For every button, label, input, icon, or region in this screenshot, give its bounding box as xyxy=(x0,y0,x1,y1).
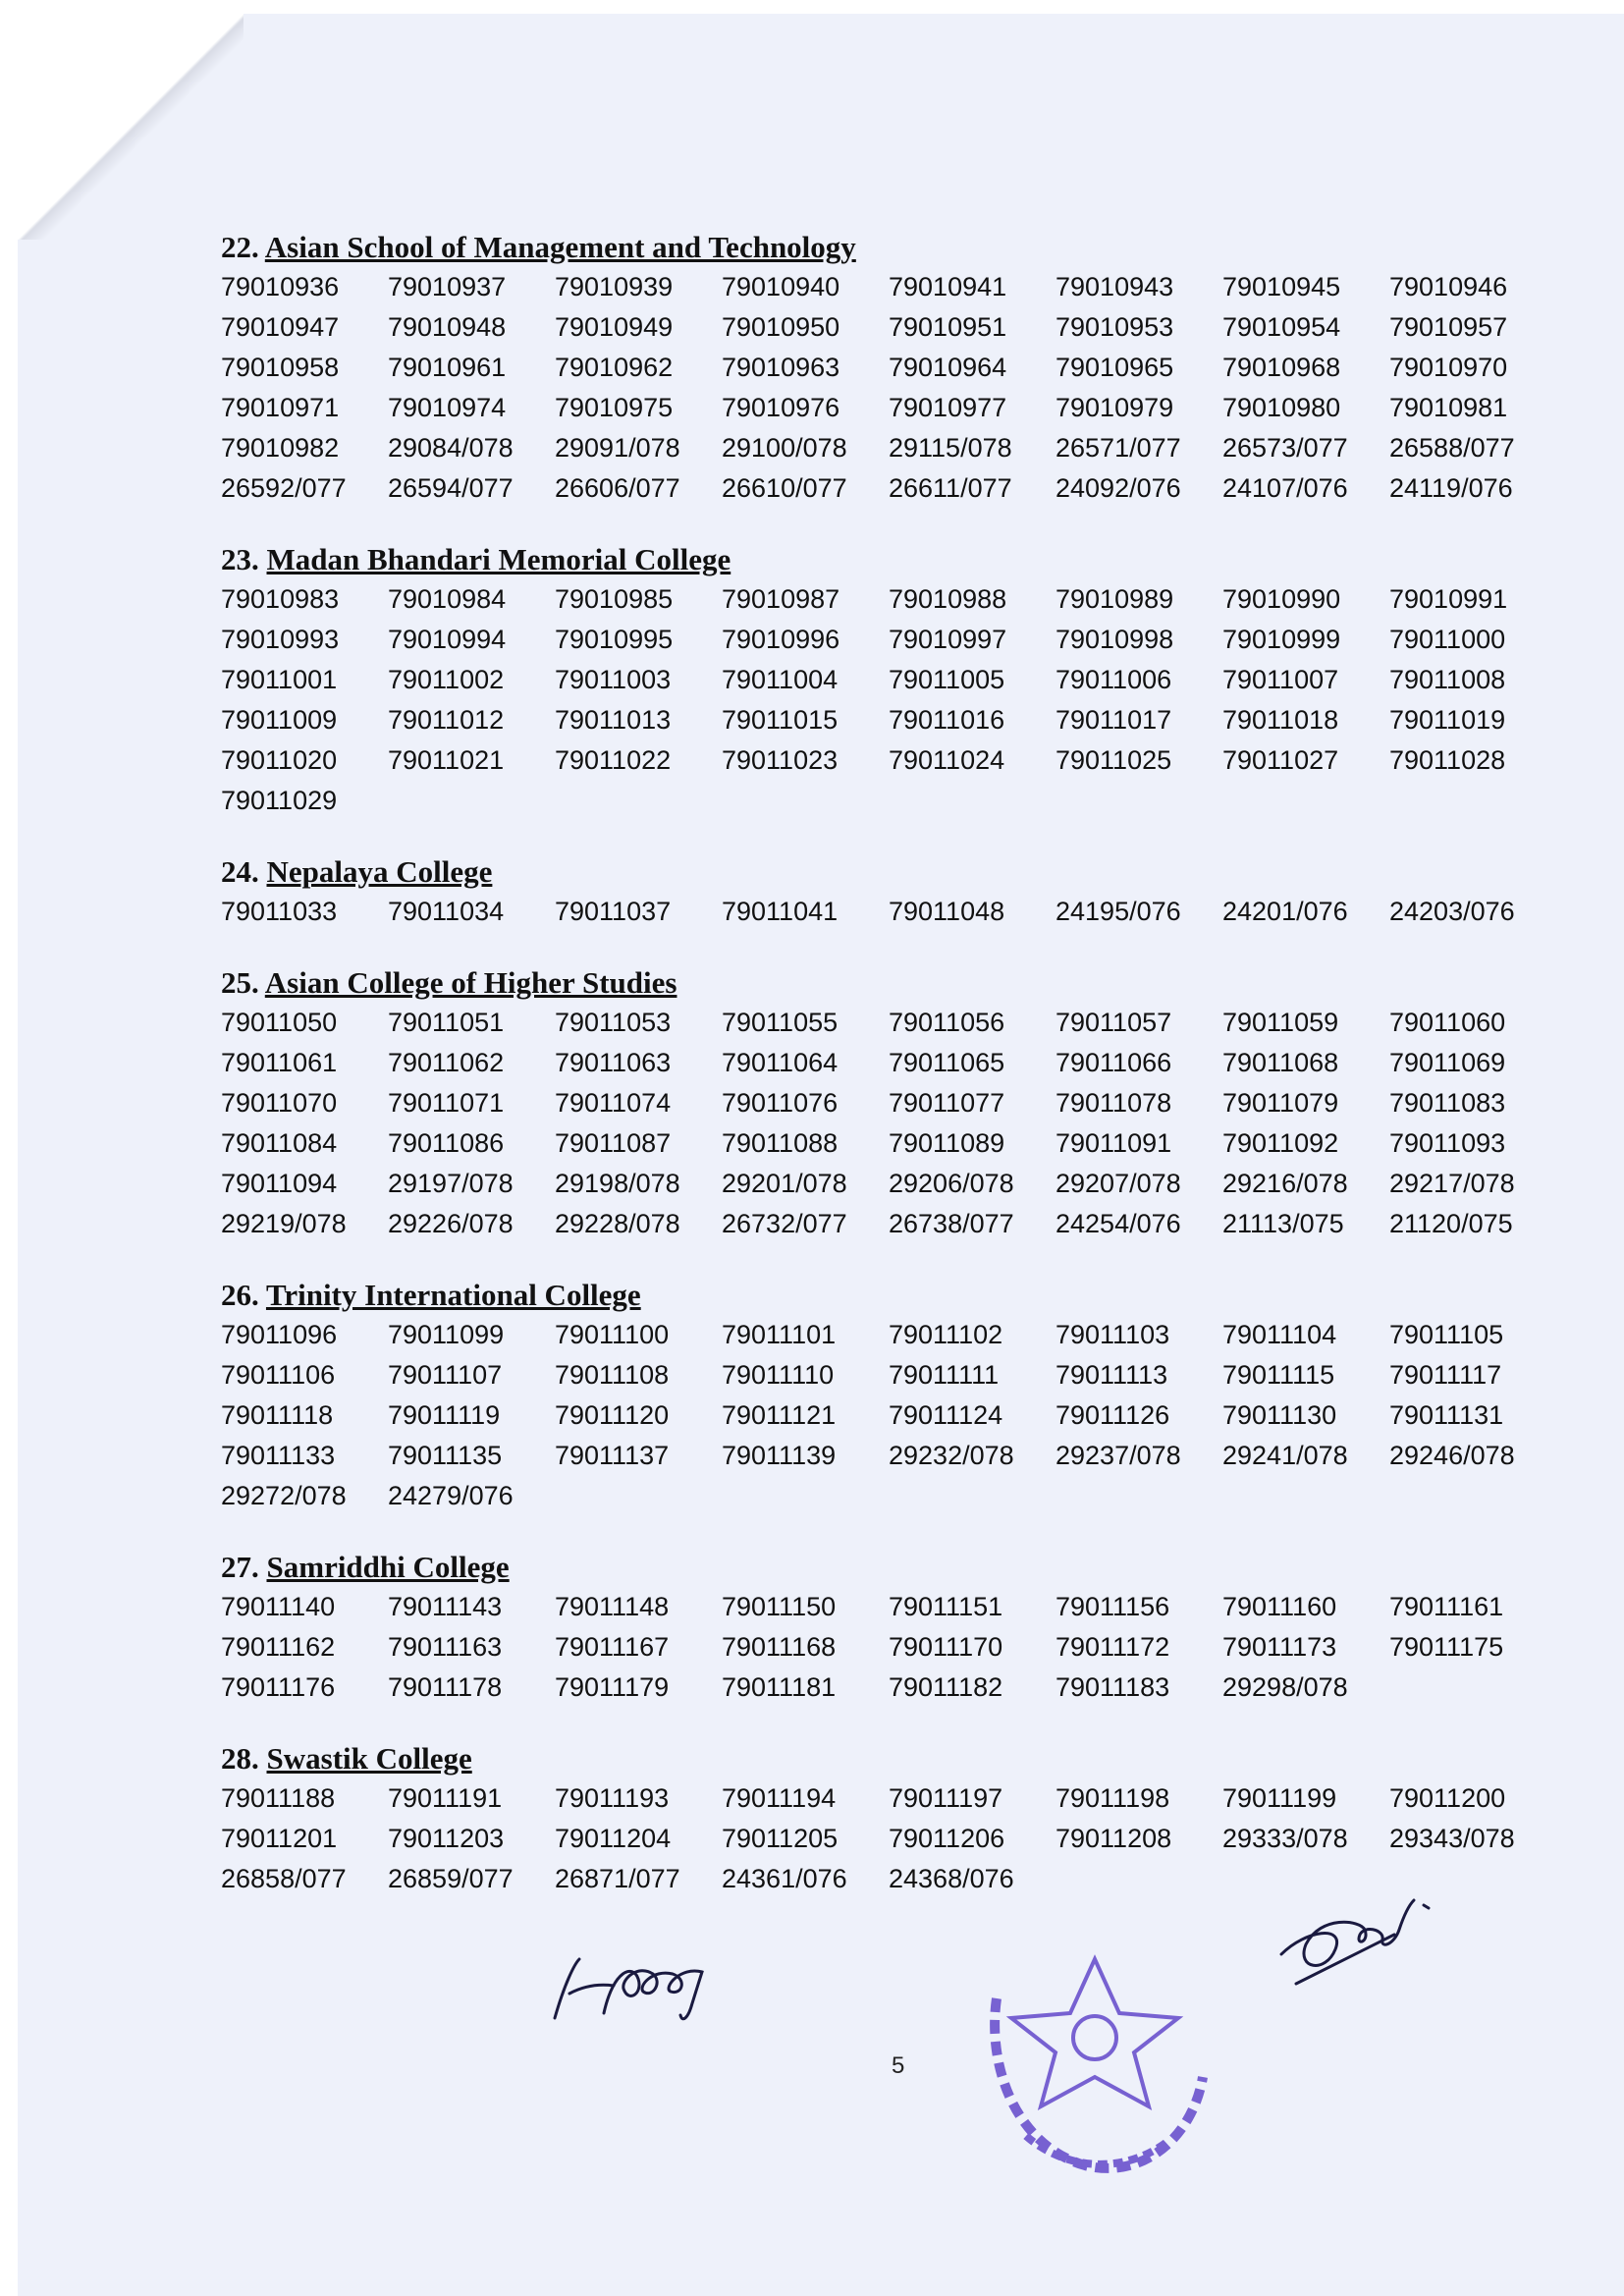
symbol-number: 79011069 xyxy=(1389,1048,1506,1077)
symbol-number: 79010999 xyxy=(1222,625,1341,654)
symbol-number: 79010948 xyxy=(388,312,507,342)
symbol-number: 79010990 xyxy=(1222,584,1341,614)
symbol-number: 79011102 xyxy=(889,1320,1003,1349)
symbol-number: 79010958 xyxy=(221,353,340,382)
symbol-number: 79011092 xyxy=(1222,1128,1339,1158)
symbol-number: 79011016 xyxy=(889,705,1005,735)
symbol-number: 79011028 xyxy=(1389,745,1506,775)
symbol-number: 79011133 xyxy=(221,1441,336,1470)
symbol-number: 26588/077 xyxy=(1389,433,1515,463)
symbol-number: 79010937 xyxy=(388,272,507,301)
symbol-number: 79011070 xyxy=(221,1088,338,1118)
symbol-number: 79011120 xyxy=(555,1400,670,1430)
symbol-number: 79011061 xyxy=(221,1048,338,1077)
symbol-number: 79011041 xyxy=(722,897,839,926)
symbol-number: 79011025 xyxy=(1056,745,1172,775)
symbol-number: 79011089 xyxy=(889,1128,1005,1158)
symbol-number: 79011007 xyxy=(1222,665,1339,694)
symbol-number: 21113/075 xyxy=(1222,1209,1344,1238)
symbol-number: 79011178 xyxy=(388,1672,503,1702)
symbol-number: 79011012 xyxy=(388,705,505,735)
symbol-number: 79010971 xyxy=(221,393,340,422)
symbol-number: 79010981 xyxy=(1389,393,1508,422)
college-section xyxy=(221,963,1566,1244)
symbol-number: 79011182 xyxy=(889,1672,1003,1702)
symbol-number: 79011020 xyxy=(221,745,338,775)
symbol-number: 79011008 xyxy=(1389,665,1506,694)
college-section xyxy=(221,1276,1566,1516)
symbol-number: 24279/076 xyxy=(388,1481,514,1510)
symbol-number-grid xyxy=(221,267,1566,509)
symbol-number: 79011173 xyxy=(1222,1632,1337,1662)
symbol-number-grid xyxy=(221,1315,1566,1516)
symbol-number: 24201/076 xyxy=(1222,897,1348,926)
symbol-number: 79010980 xyxy=(1222,393,1341,422)
symbol-number: 29115/078 xyxy=(889,433,1012,463)
symbol-number: 79011100 xyxy=(555,1320,670,1349)
symbol-number: 79011059 xyxy=(1222,1008,1339,1037)
symbol-number: 79011175 xyxy=(1389,1632,1504,1662)
section-title xyxy=(221,1276,1566,1315)
symbol-number-grid xyxy=(221,892,1566,932)
symbol-number: 79011118 xyxy=(221,1400,334,1430)
symbol-number: 79011161 xyxy=(1389,1592,1504,1621)
symbol-number: 79010946 xyxy=(1389,272,1508,301)
symbol-number: 79011183 xyxy=(1056,1672,1170,1702)
symbol-number: 29201/078 xyxy=(722,1169,847,1198)
symbol-number: 21120/075 xyxy=(1389,1209,1513,1238)
symbol-number: 79011203 xyxy=(388,1824,505,1853)
college-name: Swastik College xyxy=(266,1741,472,1776)
symbol-number: 79011024 xyxy=(889,745,1005,775)
symbol-number: 79011099 xyxy=(388,1320,505,1349)
symbol-number: 79011140 xyxy=(221,1592,336,1621)
symbol-number: 79010963 xyxy=(722,353,840,382)
symbol-number-grid xyxy=(221,579,1566,821)
symbol-number: 79011005 xyxy=(889,665,1005,694)
signature-left xyxy=(545,1925,722,2033)
symbol-number: 79011193 xyxy=(555,1783,670,1813)
symbol-number: 79011139 xyxy=(722,1441,837,1470)
symbol-number: 79010951 xyxy=(889,312,1007,342)
symbol-number: 79011057 xyxy=(1056,1008,1172,1037)
college-name: Trinity International College xyxy=(265,1278,641,1312)
symbol-number: 79011056 xyxy=(889,1008,1005,1037)
symbol-number: 79011000 xyxy=(1389,625,1506,654)
symbol-number: 79011066 xyxy=(1056,1048,1172,1077)
symbol-number: 79011091 xyxy=(1056,1128,1172,1158)
folded-corner xyxy=(18,14,244,240)
symbol-number: 29198/078 xyxy=(555,1169,680,1198)
symbol-number: 29100/078 xyxy=(722,433,847,463)
symbol-number: 79011148 xyxy=(555,1592,670,1621)
symbol-number: 79011001 xyxy=(221,665,338,694)
symbol-number: 79011119 xyxy=(388,1400,501,1430)
symbol-number: 79010941 xyxy=(889,272,1007,301)
symbol-number: 79011160 xyxy=(1222,1592,1337,1621)
symbol-number: 79011179 xyxy=(555,1672,670,1702)
signature-right xyxy=(1267,1876,1453,1994)
symbol-number: 79011198 xyxy=(1056,1783,1170,1813)
symbol-number: 79011107 xyxy=(388,1360,503,1390)
symbol-number: 79010998 xyxy=(1056,625,1174,654)
symbol-number: 79011105 xyxy=(1389,1320,1504,1349)
symbol-number: 79011197 xyxy=(889,1783,1003,1813)
symbol-number: 29333/078 xyxy=(1222,1824,1348,1853)
symbol-number: 79010984 xyxy=(388,584,507,614)
symbol-number-grid xyxy=(221,1003,1566,1244)
symbol-number: 29216/078 xyxy=(1222,1169,1348,1198)
symbol-number: 26592/077 xyxy=(221,473,347,503)
symbol-number: 79011009 xyxy=(221,705,338,735)
symbol-number: 79011163 xyxy=(388,1632,503,1662)
symbol-number: 79011017 xyxy=(1056,705,1172,735)
symbol-number: 79011071 xyxy=(388,1088,505,1118)
symbol-number: 79011104 xyxy=(1222,1320,1337,1349)
symbol-number: 79011176 xyxy=(221,1672,336,1702)
symbol-number: 79011200 xyxy=(1389,1783,1506,1813)
symbol-number: 79011156 xyxy=(1056,1592,1170,1621)
symbol-number: 79011194 xyxy=(722,1783,837,1813)
section-number: 25. xyxy=(221,965,259,1000)
college-name: Nepalaya College xyxy=(266,854,493,889)
symbol-number: 79010968 xyxy=(1222,353,1341,382)
symbol-number: 79010965 xyxy=(1056,353,1174,382)
symbol-number: 79011170 xyxy=(889,1632,1003,1662)
symbol-number: 29084/078 xyxy=(388,433,514,463)
symbol-number: 29228/078 xyxy=(555,1209,680,1238)
symbol-number: 79011135 xyxy=(388,1441,503,1470)
symbol-number: 79010954 xyxy=(1222,312,1341,342)
symbol-number: 79011018 xyxy=(1222,705,1339,735)
symbol-number: 79010989 xyxy=(1056,584,1174,614)
section-number: 26. xyxy=(221,1278,259,1312)
symbol-number: 29091/078 xyxy=(555,433,680,463)
symbol-number: 79011168 xyxy=(722,1632,837,1662)
college-name: Samriddhi College xyxy=(266,1550,510,1584)
symbol-number: 79011151 xyxy=(889,1592,1003,1621)
symbol-number: 24092/076 xyxy=(1056,473,1181,503)
symbol-number: 26606/077 xyxy=(555,473,680,503)
symbol-number: 79011205 xyxy=(722,1824,839,1853)
symbol-number: 79010943 xyxy=(1056,272,1174,301)
section-number: 27. xyxy=(221,1550,259,1584)
symbol-number: 79011006 xyxy=(1056,665,1172,694)
symbol-number: 79011101 xyxy=(722,1320,837,1349)
symbol-number: 29272/078 xyxy=(221,1481,347,1510)
symbol-number: 79011004 xyxy=(722,665,839,694)
symbol-number: 26573/077 xyxy=(1222,433,1348,463)
symbol-number: 79010974 xyxy=(388,393,507,422)
college-section xyxy=(221,852,1566,932)
symbol-number: 24195/076 xyxy=(1056,897,1181,926)
symbol-number: 79011103 xyxy=(1056,1320,1170,1349)
symbol-number: 79011019 xyxy=(1389,705,1506,735)
symbol-number: 79011172 xyxy=(1056,1632,1170,1662)
symbol-number: 79011124 xyxy=(889,1400,1003,1430)
symbol-number: 79011106 xyxy=(221,1360,336,1390)
symbol-number: 79010962 xyxy=(555,353,674,382)
symbol-number: 79010977 xyxy=(889,393,1007,422)
symbol-number: 79011131 xyxy=(1389,1400,1504,1430)
page-number: 5 xyxy=(892,2052,905,2079)
symbol-number: 26732/077 xyxy=(722,1209,847,1238)
symbol-number: 79011143 xyxy=(388,1592,503,1621)
symbol-number: 79010947 xyxy=(221,312,340,342)
symbol-number: 79011060 xyxy=(1389,1008,1506,1037)
symbol-number: 79010982 xyxy=(221,433,340,463)
symbol-number: 79011003 xyxy=(555,665,672,694)
symbol-number: 24107/076 xyxy=(1222,473,1348,503)
symbol-number: 79011150 xyxy=(722,1592,837,1621)
college-section xyxy=(221,540,1566,821)
symbol-number: 79011055 xyxy=(722,1008,839,1037)
symbol-number-grid xyxy=(221,1587,1566,1708)
college-name: Asian College of Higher Studies xyxy=(264,965,677,1000)
symbol-number: 24361/076 xyxy=(722,1864,847,1893)
symbol-number: 79011079 xyxy=(1222,1088,1339,1118)
symbol-number: 79010970 xyxy=(1389,353,1508,382)
symbol-number: 79011137 xyxy=(555,1441,670,1470)
symbol-number: 29226/078 xyxy=(388,1209,514,1238)
symbol-number: 79011199 xyxy=(1222,1783,1337,1813)
section-number: 28. xyxy=(221,1741,259,1776)
symbol-number: 79011086 xyxy=(388,1128,505,1158)
symbol-number: 79010994 xyxy=(388,625,507,654)
symbol-number: 79010949 xyxy=(555,312,674,342)
symbol-number: 29207/078 xyxy=(1056,1169,1181,1198)
section-title xyxy=(221,963,1566,1003)
symbol-number: 79011094 xyxy=(221,1169,338,1198)
symbol-number: 79010985 xyxy=(555,584,674,614)
symbol-number: 79011021 xyxy=(388,745,505,775)
symbol-number: 79010936 xyxy=(221,272,340,301)
symbol-number: 29197/078 xyxy=(388,1169,514,1198)
symbol-number: 79010964 xyxy=(889,353,1007,382)
symbol-number: 79011068 xyxy=(1222,1048,1339,1077)
symbol-number: 79011062 xyxy=(388,1048,505,1077)
college-section xyxy=(221,228,1566,509)
symbol-number: 79011201 xyxy=(221,1824,338,1853)
symbol-number: 79011084 xyxy=(221,1128,338,1158)
symbol-number: 26610/077 xyxy=(722,473,847,503)
symbol-number: 79011034 xyxy=(388,897,505,926)
symbol-number: 79010939 xyxy=(555,272,674,301)
symbol-number: 79011050 xyxy=(221,1008,338,1037)
college-name: Asian School of Management and Technology xyxy=(264,230,856,264)
symbol-number: 79011051 xyxy=(388,1008,505,1037)
symbol-number: 29343/078 xyxy=(1389,1824,1515,1853)
symbol-number: 79010993 xyxy=(221,625,340,654)
symbol-number: 79011115 xyxy=(1222,1360,1335,1390)
symbol-number: 79011013 xyxy=(555,705,672,735)
symbol-number: 79011002 xyxy=(388,665,505,694)
symbol-number: 26594/077 xyxy=(388,473,514,503)
symbol-number: 79011063 xyxy=(555,1048,672,1077)
results-list xyxy=(221,228,1566,1931)
symbol-number: 29206/078 xyxy=(889,1169,1014,1198)
section-number: 22. xyxy=(221,230,259,264)
symbol-number: 79011126 xyxy=(1056,1400,1170,1430)
symbol-number: 79011204 xyxy=(555,1824,672,1853)
symbol-number: 79010975 xyxy=(555,393,674,422)
symbol-number: 79010940 xyxy=(722,272,840,301)
symbol-number: 79011088 xyxy=(722,1128,839,1158)
section-title xyxy=(221,228,1566,267)
section-title xyxy=(221,1548,1566,1587)
symbol-number: 79011074 xyxy=(555,1088,672,1118)
symbol-number: 79011208 xyxy=(1056,1824,1172,1853)
symbol-number: 79011027 xyxy=(1222,745,1339,775)
symbol-number: 24254/076 xyxy=(1056,1209,1181,1238)
symbol-number: 79011121 xyxy=(722,1400,837,1430)
symbol-number: 29246/078 xyxy=(1389,1441,1515,1470)
symbol-number: 79011048 xyxy=(889,897,1005,926)
section-number: 23. xyxy=(221,542,259,576)
symbol-number: 79011037 xyxy=(555,897,672,926)
symbol-number: 79011022 xyxy=(555,745,672,775)
symbol-number: 26859/077 xyxy=(388,1864,514,1893)
symbol-number: 79011108 xyxy=(555,1360,670,1390)
symbol-number: 79010953 xyxy=(1056,312,1174,342)
symbol-number: 29217/078 xyxy=(1389,1169,1515,1198)
symbol-number: 24203/076 xyxy=(1389,897,1515,926)
symbol-number: 79011064 xyxy=(722,1048,839,1077)
symbol-number: 79011113 xyxy=(1056,1360,1168,1390)
symbol-number: 79010995 xyxy=(555,625,674,654)
college-section xyxy=(221,1548,1566,1708)
section-title xyxy=(221,540,1566,579)
symbol-number: 24119/076 xyxy=(1389,473,1513,503)
symbol-number: 79010988 xyxy=(889,584,1007,614)
symbol-number: 79011033 xyxy=(221,897,338,926)
symbol-number: 26738/077 xyxy=(889,1209,1014,1238)
symbol-number: 79011167 xyxy=(555,1632,670,1662)
symbol-number: 79011191 xyxy=(388,1783,503,1813)
symbol-number: 26571/077 xyxy=(1056,433,1181,463)
symbol-number: 79011111 xyxy=(889,1360,1000,1390)
symbol-number: 79010991 xyxy=(1389,584,1508,614)
symbol-number: 79011087 xyxy=(555,1128,672,1158)
symbol-number: 79011078 xyxy=(1056,1088,1172,1118)
college-name: Madan Bhandari Memorial College xyxy=(266,542,731,576)
section-title xyxy=(221,852,1566,892)
symbol-number: 26871/077 xyxy=(555,1864,680,1893)
symbol-number: 79010997 xyxy=(889,625,1007,654)
official-stamp xyxy=(957,1940,1222,2205)
symbol-number: 79010979 xyxy=(1056,393,1174,422)
symbol-number: 79011188 xyxy=(221,1783,336,1813)
symbol-number: 79010976 xyxy=(722,393,840,422)
symbol-number: 29237/078 xyxy=(1056,1441,1181,1470)
symbol-number: 79011206 xyxy=(889,1824,1005,1853)
symbol-number: 79011096 xyxy=(221,1320,338,1349)
symbol-number: 24368/076 xyxy=(889,1864,1014,1893)
symbol-number: 79010983 xyxy=(221,584,340,614)
symbol-number: 79010961 xyxy=(388,353,507,382)
symbol-number: 79011065 xyxy=(889,1048,1005,1077)
symbol-number: 79011130 xyxy=(1222,1400,1337,1430)
symbol-number: 79011076 xyxy=(722,1088,839,1118)
section-number: 24. xyxy=(221,854,259,889)
symbol-number: 29219/078 xyxy=(221,1209,347,1238)
symbol-number: 26611/077 xyxy=(889,473,1012,503)
symbol-number: 79011053 xyxy=(555,1008,672,1037)
symbol-number: 79010950 xyxy=(722,312,840,342)
symbol-number: 79010945 xyxy=(1222,272,1341,301)
symbol-number: 79011015 xyxy=(722,705,839,735)
symbol-number: 79011181 xyxy=(722,1672,837,1702)
symbol-number: 79010957 xyxy=(1389,312,1508,342)
section-title xyxy=(221,1739,1566,1778)
symbol-number: 29241/078 xyxy=(1222,1441,1348,1470)
symbol-number: 79011110 xyxy=(722,1360,835,1390)
symbol-number: 79011117 xyxy=(1389,1360,1502,1390)
symbol-number: 79011093 xyxy=(1389,1128,1506,1158)
symbol-number: 29232/078 xyxy=(889,1441,1014,1470)
symbol-number: 79011162 xyxy=(221,1632,336,1662)
symbol-number: 79010996 xyxy=(722,625,840,654)
symbol-number: 79010987 xyxy=(722,584,840,614)
symbol-number: 79011083 xyxy=(1389,1088,1506,1118)
symbol-number: 26858/077 xyxy=(221,1864,347,1893)
symbol-number: 29298/078 xyxy=(1222,1672,1348,1702)
symbol-number: 79011029 xyxy=(221,786,338,815)
symbol-number: 79011023 xyxy=(722,745,839,775)
symbol-number: 79011077 xyxy=(889,1088,1005,1118)
